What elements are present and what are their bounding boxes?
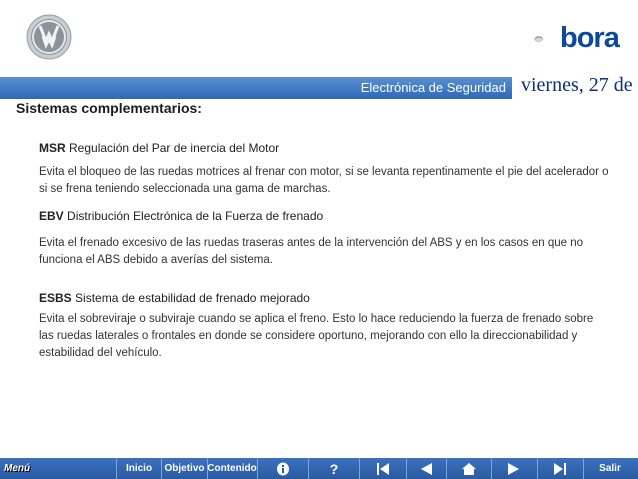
block-ebv (39, 208, 609, 269)
block-code: EBV (39, 209, 64, 223)
section-heading: Sistemas complementarios: (16, 100, 202, 116)
contenido-button[interactable]: Contenido (207, 463, 257, 474)
block-name: Sistema de estabilidad de frenado mejorado (75, 291, 310, 305)
vw-logo (26, 14, 72, 60)
page-title: Electrónica de Seguridad (360, 80, 506, 95)
menu-button[interactable]: Menú (4, 463, 31, 474)
previous-page-icon (418, 462, 434, 476)
block-msr (39, 140, 609, 198)
brand-wordmark: bora (560, 22, 619, 54)
block-title (39, 290, 609, 307)
block-title (39, 208, 609, 225)
block-description: Evita el bloqueo de las ruedas motrices al frenar con motor, si se levanta repentinamente el pie del acelerador o si se frena teniendo seleccionada una gama de marchas. (39, 166, 609, 195)
block-name: Regulación del Par de inercia del Motor (69, 141, 280, 155)
next-page-button[interactable] (492, 458, 536, 479)
home-button[interactable] (447, 458, 491, 479)
first-page-icon (375, 462, 391, 476)
salir-button[interactable]: Salir (599, 463, 621, 474)
block-description: Evita el frenado excesivo de las ruedas traseras antes de la intervención del ABS y en los casos en que no funciona el ABS debido a averías del sistema. (39, 237, 584, 266)
info-button[interactable] (258, 458, 308, 479)
block-name: Distribución Electrónica de la Fuerza de frenado (67, 209, 324, 223)
block-title (39, 140, 609, 157)
block-code: ESBS (39, 291, 72, 305)
inicio-button[interactable]: Inicio (125, 463, 153, 474)
help-button[interactable] (309, 458, 359, 479)
bottom-nav-bar (0, 458, 638, 479)
date-label: viernes, 27 de (521, 74, 633, 96)
help-icon: ? (329, 460, 339, 477)
block-code: MSR (39, 141, 66, 155)
previous-page-button[interactable] (407, 458, 445, 479)
home-icon (461, 462, 477, 476)
info-icon (275, 462, 291, 476)
block-esbs (39, 290, 609, 362)
last-page-button[interactable] (538, 458, 582, 479)
next-page-icon (506, 462, 522, 476)
first-page-button[interactable] (360, 458, 406, 479)
objetivo-button[interactable]: Objetivo (164, 463, 205, 474)
last-page-icon (552, 462, 568, 476)
block-description: Evita el sobreviraje o subviraje cuando se aplica el freno. Esto lo hace reduciendo la fuerza de frenado sobre las ruedas laterales o frontales en donde se considere oportuno, mejorando con ello la direccionabilidad y estabilidad del vehículo. (39, 313, 594, 359)
title-bar (0, 77, 512, 99)
